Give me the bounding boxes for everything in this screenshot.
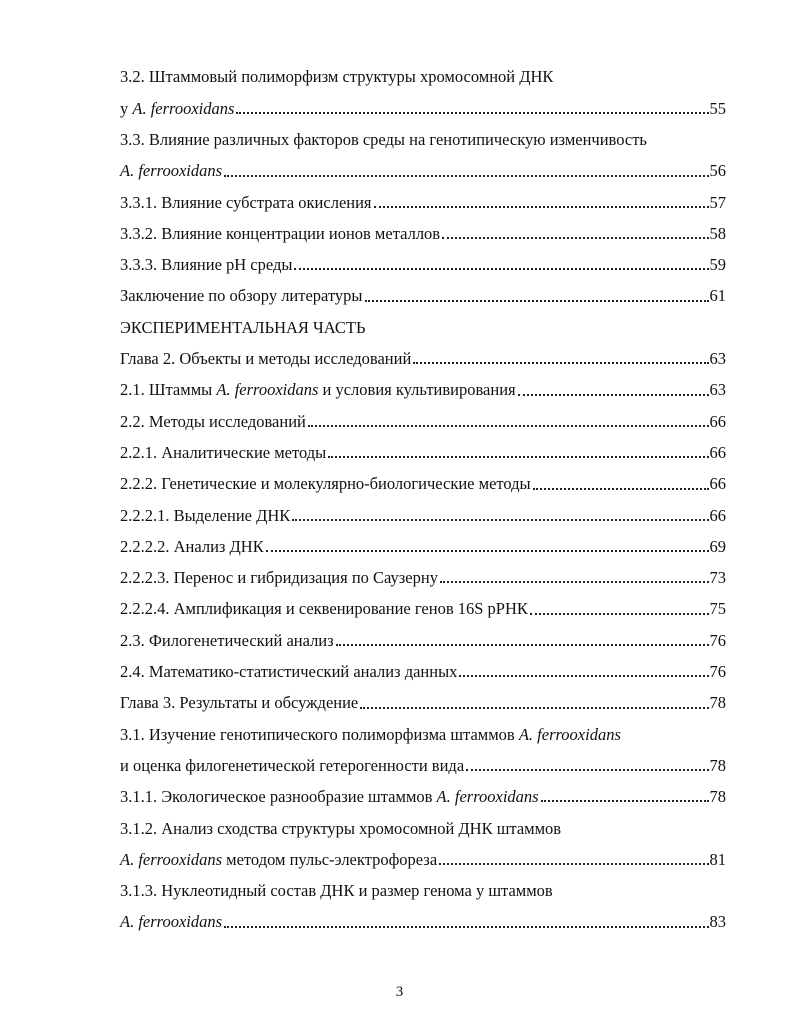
toc-entry-title: [120, 505, 291, 525]
toc-title-italic: A. ferrooxidans: [120, 161, 223, 181]
toc-entry-title: [120, 914, 222, 931]
toc-section-heading: [120, 312, 726, 343]
table-of-contents: [120, 62, 726, 938]
toc-line: [120, 625, 726, 656]
toc-line: [120, 500, 726, 531]
toc-title-text: и оценка филогенетической гетерогенности вида: [120, 755, 465, 775]
toc-entry-title: [120, 601, 528, 618]
toc-line: [120, 93, 726, 124]
toc-page-number: 66: [709, 505, 726, 525]
toc-entry-title: [120, 163, 222, 180]
toc-title-italic: A. ferrooxidans: [436, 787, 539, 807]
toc-title-text: 2.2.2.1. Выделение ДНК: [120, 505, 291, 525]
toc-title-text: 2.4. Математико-статистический анализ данных: [120, 662, 458, 682]
toc-entry-title: [120, 789, 539, 806]
toc-dot-leader: [440, 581, 709, 583]
toc-line: [120, 813, 726, 844]
toc-title-text: и условия культивирования: [318, 380, 516, 400]
toc-line: [120, 782, 726, 813]
toc-line: [120, 876, 726, 907]
toc-page-number: 76: [709, 630, 726, 650]
toc-line: [120, 469, 726, 500]
toc-dot-leader: [236, 112, 708, 114]
toc-page-number: 76: [709, 662, 726, 682]
toc-dot-leader: [442, 237, 708, 239]
toc-title-text: 3.1.1. Экологическое разнообразие штаммов: [120, 787, 437, 807]
toc-line: [120, 344, 726, 375]
toc-page-number: 78: [709, 693, 726, 713]
toc-entry-title: [120, 755, 465, 775]
toc-line: [120, 751, 726, 782]
toc-line: [120, 688, 726, 719]
toc-dot-leader: [533, 488, 709, 490]
toc-line: [120, 406, 726, 437]
toc-dot-leader: [328, 456, 708, 458]
toc-entry-title: [120, 257, 292, 274]
toc-title-text: 3.1. Изучение генотипического полиморфизма штаммов: [120, 724, 519, 744]
toc-title-italic: A. ferrooxidans: [120, 912, 223, 932]
toc-title-italic: A. ferrooxidans: [216, 380, 319, 400]
toc-line: [120, 438, 726, 469]
toc-title-text: 3.1.2. Анализ сходства структуры хромосомной ДНК штаммов: [120, 818, 562, 838]
toc-line: [120, 187, 726, 218]
toc-entry-title: [120, 695, 358, 712]
toc-dot-leader: [336, 644, 709, 646]
toc-title-italic: A. ferrooxidans: [120, 849, 223, 869]
toc-page-number: 63: [709, 380, 726, 400]
toc-page-number: 66: [709, 411, 726, 431]
toc-entry-title: [120, 382, 516, 399]
toc-title-text: 3.3.1. Влияние субстрата окисления: [120, 192, 372, 212]
toc-dot-leader: [541, 800, 709, 802]
toc-entry-title: [120, 630, 334, 650]
toc-entry-title: [120, 476, 531, 493]
toc-entry-title: [120, 69, 553, 86]
toc-title-text: 3.2. Штаммовый полиморфизм структуры хромосомной ДНК: [120, 67, 554, 87]
toc-entry-title: [120, 288, 363, 305]
toc-title-text: Глава 3. Результаты и обсуждение: [120, 693, 359, 713]
toc-entry-title: [120, 442, 327, 462]
toc-page-number: 58: [709, 223, 726, 243]
toc-dot-leader: [360, 707, 708, 709]
toc-line: [120, 531, 726, 562]
toc-dot-leader: [466, 769, 708, 771]
toc-dot-leader: [224, 175, 708, 177]
toc-page-number: 55: [709, 98, 726, 118]
toc-title-text: Глава 2. Объекты и методы исследований: [120, 349, 412, 369]
toc-title-text: Заключение по обзору литературы: [120, 286, 363, 306]
toc-page-number: 66: [709, 474, 726, 494]
toc-page-number: 83: [709, 912, 726, 932]
toc-page-number: 66: [709, 442, 726, 462]
toc-title-italic: A. ferrooxidans: [518, 724, 621, 744]
toc-line: [120, 250, 726, 281]
toc-title-text: 2.2.2.2. Анализ ДНК: [120, 536, 264, 556]
toc-entry-title: [120, 98, 235, 118]
toc-title-text: 3.1.3. Нуклеотидный состав ДНК и размер генома у штаммов: [120, 881, 553, 901]
toc-entry-title: [120, 411, 306, 431]
toc-title-text: 2.2.1. Аналитические методы: [120, 442, 327, 462]
toc-entry-title: [120, 317, 366, 337]
toc-page-number: 73: [709, 568, 726, 588]
toc-page-number: 57: [709, 192, 726, 212]
toc-title-text: 2.2.2.4. Амплификация и секвенирование генов 16S рРНК: [120, 599, 528, 619]
toc-entry-title: [120, 129, 647, 149]
toc-title-text: 2.2.2. Генетические и молекулярно-биологические методы: [120, 474, 531, 494]
toc-dot-leader: [292, 519, 708, 521]
toc-line: [120, 657, 726, 688]
toc-entry-title: [120, 664, 457, 681]
toc-dot-leader: [459, 675, 708, 677]
toc-dot-leader: [294, 268, 708, 270]
toc-page-number: 56: [709, 161, 726, 181]
toc-page-number: 61: [709, 286, 726, 306]
toc-entry-title: [120, 223, 441, 243]
toc-line: [120, 125, 726, 156]
toc-dot-leader: [518, 394, 709, 396]
toc-line: [120, 594, 726, 625]
toc-title-text: 3.3.2. Влияние концентрации ионов металлов: [120, 223, 441, 243]
toc-entry-title: [120, 536, 264, 556]
toc-line: [120, 563, 726, 594]
toc-entry-title: [120, 351, 411, 368]
toc-entry-title: [120, 849, 438, 869]
toc-title-text: 2.3. Филогенетический анализ: [120, 630, 334, 650]
toc-line: [120, 844, 726, 875]
toc-page-number: 69: [709, 536, 726, 556]
toc-title-text: у: [120, 98, 133, 118]
toc-dot-leader: [224, 926, 708, 928]
toc-line: [120, 719, 726, 750]
toc-title-italic: A. ferrooxidans: [132, 98, 235, 118]
toc-title-text: 2.2. Методы исследований: [120, 411, 306, 431]
toc-title-text: 3.3. Влияние различных факторов среды на генотипическую изменчивость: [120, 129, 647, 149]
toc-title-text: 2.2.2.3. Перенос и гибридизация по Саузерну: [120, 568, 438, 588]
toc-line: [120, 907, 726, 938]
toc-dot-leader: [439, 863, 708, 865]
toc-line: [120, 156, 726, 187]
toc-line: [120, 375, 726, 406]
toc-dot-leader: [413, 362, 708, 364]
toc-page-number: 59: [709, 255, 726, 275]
toc-dot-leader: [266, 550, 709, 552]
toc-title-text: 2.1. Штаммы: [120, 380, 217, 400]
toc-page-number: 63: [709, 349, 726, 369]
toc-page-number: 81: [709, 849, 726, 869]
toc-line: [120, 62, 726, 93]
toc-page-number: 78: [709, 755, 726, 775]
toc-entry-title: [120, 724, 621, 744]
toc-dot-leader: [365, 300, 709, 302]
toc-page-number: 75: [709, 599, 726, 619]
toc-title-text: ЭКСПЕРИМЕНТАЛЬНАЯ ЧАСТЬ: [120, 317, 366, 337]
toc-title-text: методом пульс-электрофореза: [222, 849, 438, 869]
toc-entry-title: [120, 192, 372, 212]
toc-page-number: 78: [709, 787, 726, 807]
toc-title-text: 3.3.3. Влияние pH среды: [120, 255, 293, 275]
toc-entry-title: [120, 818, 562, 838]
toc-dot-leader: [530, 613, 709, 615]
toc-entry-title: [120, 570, 438, 587]
toc-line: [120, 218, 726, 249]
toc-entry-title: [120, 883, 553, 900]
toc-dot-leader: [308, 425, 709, 427]
toc-dot-leader: [374, 206, 709, 208]
page-number: 3: [395, 984, 404, 1000]
toc-line: [120, 281, 726, 312]
